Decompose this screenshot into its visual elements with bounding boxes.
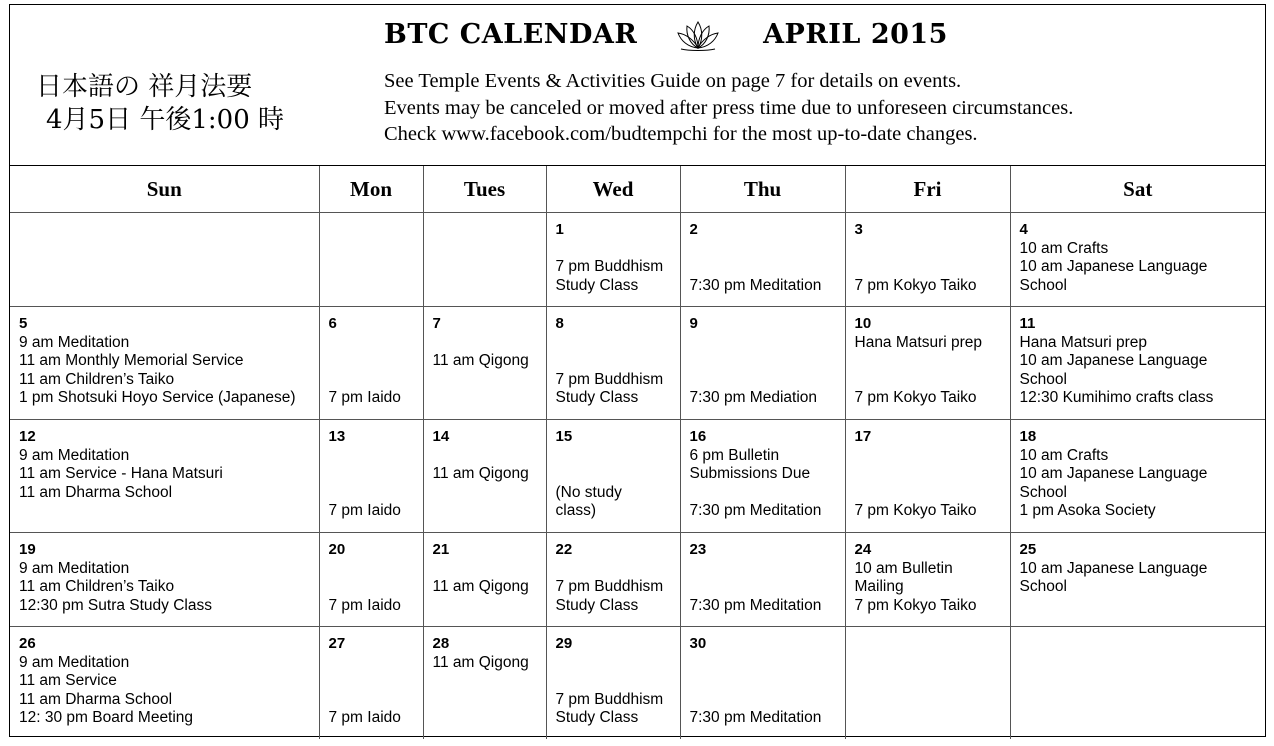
event-spacer [329,691,415,710]
event-spacer [556,465,672,484]
event-spacer [329,560,415,579]
day-number: 26 [19,635,36,652]
day-cell-content [320,420,423,525]
weekday-header: Thu [680,166,845,213]
event-line: 10 am Japanese Language [1019,258,1208,275]
day-cell [319,213,423,307]
header-notes [384,68,1073,148]
event-line: 11 am Dharma School [19,690,173,708]
event-line: Hana Matsuri prep [854,333,983,351]
day-cell [680,533,845,627]
event-spacer [690,258,837,277]
calendar-grid [10,166,1265,739]
day-number: 29 [555,635,573,652]
day-cell-content [424,627,546,676]
day-number: 25 [1019,541,1037,558]
event-spacer [433,334,538,353]
title-right: APRIL 2015 [763,19,948,50]
calendar-header [10,5,1265,166]
event-spacer [690,334,837,353]
day-cell [1010,533,1265,627]
day-number: 15 [555,428,573,445]
event-spacer [690,484,837,503]
day-cell-content [1011,627,1266,639]
day-cell-content [1011,420,1266,525]
event-spacer [329,334,415,353]
event-line: 7 pm Buddhism [555,370,664,388]
event-spacer [690,672,837,691]
day-cell-content [10,307,319,412]
day-cell-content [681,627,845,732]
day-cell-content [846,213,1010,299]
day-cell [680,627,845,739]
week-row [10,307,1265,420]
day-cell-content [424,533,546,601]
day-cell [423,533,546,627]
day-cell-content [681,533,845,619]
event-line: School [1019,578,1067,595]
event-spacer [329,465,415,484]
day-cell [546,307,680,420]
note-line: Events may be canceled or moved after press time due to unforeseen circumstances. [384,96,1074,119]
event-line: 7:30 pm Meditation [689,596,822,614]
day-cell [845,420,1010,533]
event-spacer [329,352,415,371]
event-spacer [329,484,415,503]
day-cell [10,420,319,533]
event-line: 7 pm Kokyo Taiko [854,276,977,294]
day-cell-content [320,213,423,225]
event-spacer [556,447,672,466]
day-cell-content [424,213,546,225]
day-cell [423,307,546,420]
weekday-header-row [10,166,1265,213]
calendar-title [384,19,948,52]
day-number: 4 [1019,221,1028,238]
day-number: 7 [432,315,441,332]
day-cell-content [846,533,1010,619]
day-number: 18 [1019,428,1037,445]
event-line: School [1019,483,1067,501]
day-number: 19 [19,541,36,558]
japanese-service-notice [36,71,284,137]
day-cell [546,627,680,739]
day-number: 11 [1019,315,1036,332]
day-number: 28 [432,635,450,652]
event-line: 11 am Monthly Memorial Service [19,352,244,369]
event-line: 10 am Bulletin [854,559,953,577]
event-line: 1 pm Shotsuki Hoyo Service (Japanese) [19,389,296,406]
day-cell-content [1011,213,1266,299]
day-cell-content [10,420,319,506]
event-line: 7 pm Buddhism [555,258,664,275]
event-line: Study Class [555,276,639,294]
day-number: 20 [328,541,346,558]
day-cell-content [681,307,845,412]
day-number: 5 [19,315,28,332]
day-cell [423,627,546,739]
day-number: 9 [689,315,698,332]
event-spacer [690,578,837,597]
event-spacer [556,334,672,353]
day-number: 14 [432,428,450,445]
event-spacer [556,672,672,691]
event-line: 9 am Meditation [19,333,130,351]
day-number: 2 [689,221,698,238]
day-cell [423,213,546,307]
event-spacer [855,484,1002,503]
event-line: 9 am Meditation [19,559,130,577]
day-cell-content [320,307,423,412]
day-cell [546,213,680,307]
day-cell [10,307,319,420]
day-cell [1010,213,1265,307]
day-cell [1010,307,1265,420]
event-line: 11 am Qigong [432,352,529,369]
day-cell [845,213,1010,307]
day-cell [1010,627,1265,739]
day-number: 30 [689,635,707,652]
note-line: See Temple Events & Activities Guide on page 7 for details on events. [384,70,962,92]
event-line: School [1019,370,1067,388]
event-spacer [855,352,1002,371]
weekday-header: Mon [319,166,423,213]
day-cell [319,627,423,739]
week-row [10,627,1265,739]
day-cell-content [320,627,423,732]
day-cell-content [10,533,319,619]
day-cell-content [320,533,423,619]
day-number: 24 [854,541,872,558]
event-spacer [690,240,837,259]
day-cell-content [547,533,680,619]
event-line: Study Class [555,389,639,406]
day-cell [319,533,423,627]
weekday-header: Sun [10,166,319,213]
event-line: 7 pm Kokyo Taiko [854,596,977,614]
event-spacer [690,352,837,371]
event-line: 10 am Japanese Language [1019,465,1208,482]
event-line: 11 am Qigong [432,578,529,595]
event-spacer [690,560,837,579]
day-cell-content [846,420,1010,525]
event-line: Study Class [555,596,639,614]
event-line: 7 pm Buddhism [555,578,664,595]
event-line: 9 am Meditation [19,446,130,464]
day-cell-content [547,420,680,525]
title-left: BTC CALENDAR [384,19,638,50]
day-cell-content [547,213,680,299]
day-number: 12 [19,428,36,445]
event-line: 7:30 pm Meditation [689,709,822,726]
event-line: 7 pm Iaido [328,389,401,406]
day-cell [546,420,680,533]
event-line: Mailing [854,578,904,595]
event-line: 7 pm Iaido [328,709,401,726]
event-line: Hana Matsuri prep [1019,333,1148,351]
day-number: 22 [555,541,573,558]
event-line: 11 am Children’s Taiko [19,578,175,595]
day-cell-content [1011,533,1266,601]
event-spacer [855,447,1002,466]
day-cell-content [547,307,680,412]
event-line: 10 am Japanese Language [1019,352,1208,369]
day-cell [845,307,1010,420]
event-spacer [855,240,1002,259]
lotus-icon [673,20,723,52]
day-number: 10 [854,315,872,332]
event-spacer [329,654,415,673]
event-spacer [329,371,415,390]
event-spacer [556,654,672,673]
day-cell [680,307,845,420]
day-cell [845,533,1010,627]
weekday-header: Fri [845,166,1010,213]
event-spacer [329,578,415,597]
event-line: 7 pm Buddhism [555,690,664,708]
event-line: 7 pm Iaido [328,596,401,614]
event-line: 1 pm Asoka Society [1019,502,1156,519]
day-number: 17 [854,428,872,445]
event-line: 12:30 Kumihimo crafts class [1019,389,1214,406]
day-number: 13 [328,428,346,445]
event-spacer [556,352,672,371]
weekday-header: Sat [1010,166,1265,213]
event-spacer [556,560,672,579]
day-cell [546,533,680,627]
day-cell-content [10,213,319,225]
event-line: 7:30 pm Meditation [689,502,822,519]
calendar-page [9,4,1266,737]
day-cell [10,627,319,739]
day-cell-content [424,420,546,488]
event-spacer [329,447,415,466]
event-spacer [433,560,538,579]
event-line: 11 am Qigong [432,653,529,671]
day-number: 8 [555,315,564,332]
event-line: 10 am Crafts [1019,446,1109,464]
note-line: Check www.facebook.com/budtempchi for the most up-to-date changes. [384,123,978,145]
weekday-header: Wed [546,166,680,213]
event-line: 10 am Japanese Language [1019,559,1208,577]
day-cell [680,420,845,533]
day-cell-content [1011,307,1266,412]
day-cell-content [10,627,319,732]
day-cell-content [681,420,845,525]
day-cell [10,213,319,307]
day-number: 21 [432,541,450,558]
day-number: 23 [689,541,707,558]
event-spacer [690,654,837,673]
week-row [10,533,1265,627]
day-number: 27 [328,635,346,652]
event-line: 12:30 pm Sutra Study Class [19,596,212,614]
event-spacer [855,258,1002,277]
event-spacer [690,691,837,710]
day-cell [319,307,423,420]
event-line: 9 am Meditation [19,653,130,671]
event-line: 11 am Service - Hana Matsuri [19,465,223,482]
event-line: 10 am Crafts [1019,239,1109,257]
event-spacer [855,465,1002,484]
day-cell-content [846,307,1010,412]
event-line: 7 pm Kokyo Taiko [854,502,977,519]
event-line: 7 pm Iaido [328,502,401,519]
day-cell [1010,420,1265,533]
day-number: 3 [854,221,863,238]
event-spacer [690,371,837,390]
event-line: Study Class [555,709,639,726]
event-line: 7 pm Kokyo Taiko [854,389,977,406]
event-line: (No study [555,483,622,501]
day-cell-content [846,627,1010,639]
event-line: class) [555,502,596,519]
japanese-line-2: 4月5日 午後1:00 時 [46,105,284,135]
week-row [10,213,1265,307]
event-spacer [329,672,415,691]
day-number: 1 [555,221,564,238]
event-spacer [556,240,672,259]
event-line: 6 pm Bulletin [689,446,780,464]
day-cell [680,213,845,307]
day-number: 16 [689,428,707,445]
day-cell [319,420,423,533]
event-spacer [855,371,1002,390]
day-cell-content [424,307,546,375]
weekday-header: Tues [423,166,546,213]
day-cell-content [681,213,845,299]
event-line: 12: 30 pm Board Meeting [19,709,194,726]
japanese-line-1: 日本語の 祥月法要 [36,72,253,102]
event-line: 11 am Dharma School [19,483,173,501]
event-line: 11 am Service [19,672,117,689]
day-number: 6 [328,315,337,332]
day-cell [10,533,319,627]
day-cell [423,420,546,533]
event-line: Submissions Due [689,465,811,482]
event-line: 11 am Qigong [432,465,529,482]
week-row [10,420,1265,533]
event-line: 7:30 pm Mediation [689,389,818,406]
day-cell [845,627,1010,739]
day-cell-content [547,627,680,732]
event-spacer [433,447,538,466]
event-line: 7:30 pm Meditation [689,276,822,294]
event-line: School [1019,276,1067,294]
event-line: 11 am Children’s Taiko [19,370,175,388]
